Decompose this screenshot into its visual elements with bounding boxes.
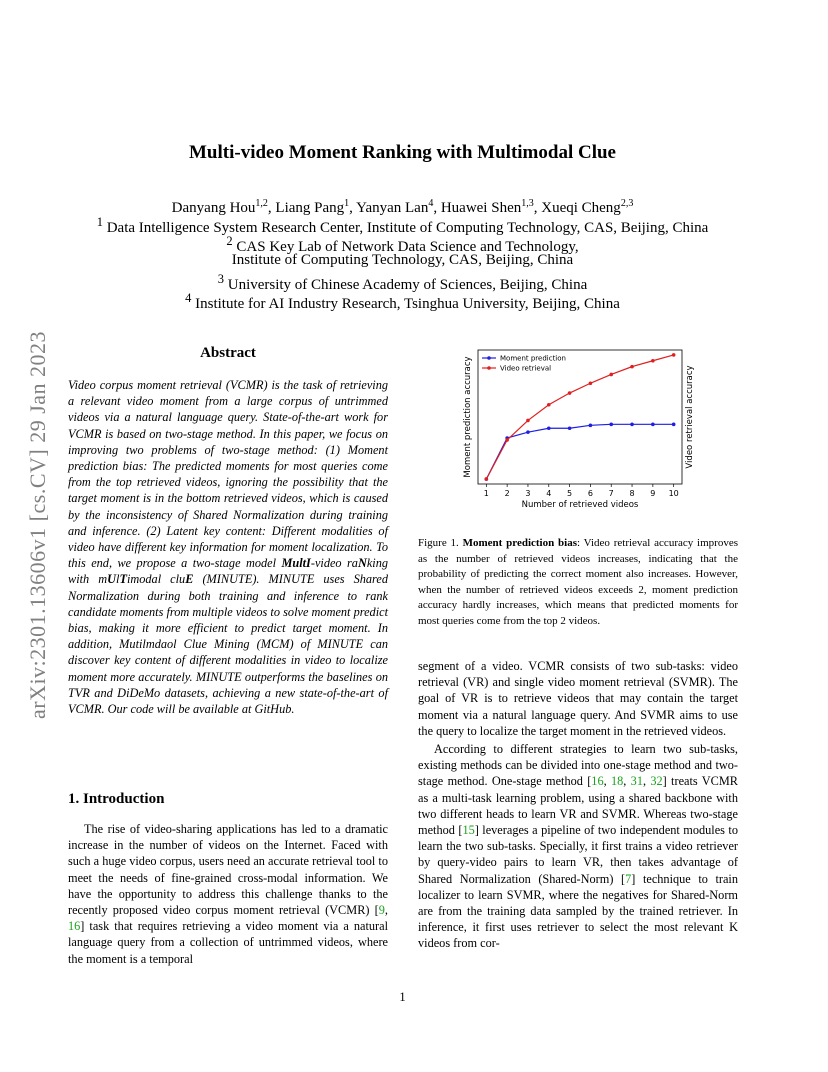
citation-link[interactable]: 7 <box>625 871 632 886</box>
citation-link[interactable]: 15 <box>462 823 475 838</box>
paragraph: According to different strategies to learn two sub-tasks, existing methods can be divided into one-stage method and two-stage method. One-stage method [16, 18, 31, 32] treats VCMR as a multi-task learning problem, using a shared backbone with two different heads to learn VR and SVMR. Whereas two-stage method [15] leverages a pipeline of two independent modules to learn the two sub-tasks. Specially, it first trains a video retriever by query-video pairs to learn VR, then takes advantage of Shared Normalization (Shared-Norm) [7] technique to train localizer to learn SVMR, where the negatives for Shared-Norm are from the training data sampled by the trained retriever. In inference, it first uses retriever to select the most relevant K videos from cor- <box>418 742 738 951</box>
author: Yanyan Lan$^4$ <box>356 198 434 216</box>
figure-1-chart <box>458 344 728 514</box>
x-tick-label: 9 <box>650 489 656 498</box>
section-heading: 1. Introduction <box>68 791 165 807</box>
data-point <box>672 423 676 427</box>
legend-marker <box>487 366 491 370</box>
line-chart <box>458 344 728 509</box>
citation-link[interactable]: 16 <box>591 774 604 789</box>
author: Huawei Shen$^{1,3}$ <box>440 198 534 216</box>
author: Danyang Hou$^{1,2}$ <box>171 198 268 216</box>
data-point <box>651 423 655 427</box>
x-tick-label: 10 <box>668 489 679 498</box>
citation-link[interactable]: 16 <box>68 919 81 934</box>
y-axis-label-right: Video retrieval accuracy <box>685 365 695 469</box>
data-point <box>526 430 530 434</box>
data-point <box>630 423 634 427</box>
data-point <box>505 438 509 442</box>
x-tick-label: 6 <box>587 489 593 498</box>
citation-link[interactable]: 9 <box>378 903 385 918</box>
citation-link[interactable]: 18 <box>610 774 624 789</box>
affiliation: $^3$ University of Chinese Academy of Sciences, Beijing, China <box>217 272 588 293</box>
y-axis-label-left: Moment prediction accuracy <box>463 356 473 478</box>
citation-link[interactable]: 31 <box>630 774 643 789</box>
abstract-heading: Abstract <box>200 345 256 361</box>
author: Xueqi Cheng$^{2,3}$ <box>541 198 634 216</box>
page-number: 1 <box>399 990 406 1004</box>
data-point <box>589 381 593 385</box>
body-text-right <box>418 658 738 952</box>
data-point <box>609 373 613 377</box>
data-point <box>547 403 551 407</box>
data-point <box>485 477 489 481</box>
author: Liang Pang$^1$ <box>275 198 350 216</box>
legend-marker <box>487 356 491 360</box>
x-tick-label: 1 <box>483 489 489 498</box>
x-axis-label: Number of retrieved videos <box>521 500 639 509</box>
data-point <box>609 423 613 427</box>
x-tick-label: 8 <box>629 489 635 498</box>
x-tick-label: 5 <box>567 489 573 498</box>
affiliation: $^2$ CAS Key Lab of Network Data Science and Technology, <box>226 234 579 255</box>
citation-link[interactable]: 32 <box>650 774 663 789</box>
x-tick-label: 4 <box>546 489 552 498</box>
affiliation: $^4$ Institute for AI Industry Research, Tsinghua University, Beijing, China <box>185 291 620 312</box>
legend-label: Moment prediction <box>500 354 566 363</box>
data-point <box>589 424 593 428</box>
legend-label: Video retrieval <box>500 364 552 373</box>
series-line <box>486 355 673 479</box>
data-point <box>547 426 551 430</box>
data-point <box>526 419 530 423</box>
x-tick-label: 2 <box>504 489 510 498</box>
paragraph: segment of a video. VCMR consists of two sub-tasks: video retrieval (VR) and single video moment retrieval (SVMR). The goal of VR is to retrieve videos that may contain the target moment via a natural language query. And SVMR aims to use the query to localize the target moment in the retrieved videos. <box>418 659 738 738</box>
data-point <box>568 426 572 430</box>
data-point <box>651 359 655 363</box>
abstract-text: Video corpus moment retrieval (VCMR) is the task of retrieving a relevant video moment from a large corpus of untrimmed videos via a natural language query. State-of-the-art work for VCMR is based on two-stage method. In this paper, we focus on improving two problems of two-stage method: (1) Moment prediction bias: The predicted moments for most queries come from the top retrieved videos, ignoring the possibility that the target moment is in the bottom retrieved videos, which is caused by the inconsistency of Shared Normalization during training and inference. (2) Latent key content: Different modalities of video have different key information for moment localization. To this end, we propose a two-stage model MultI-video raNking with mUlTimodal cluE (MINUTE). MINUTE uses Shared Normalization during both training and inference to rank candidate moments from multiple videos to solve moment predict bias, making it more efficient to predict target moment. In addition, Mutilmdaol Clue Mining (MCM) of MINUTE can discover key content of different modalities in video to localize moment more accurately. MINUTE outperforms the baselines on TVR and DiDeMo datasets, achieving a new state-of-the-art of VCMR. Our code will be available at GitHub. <box>68 378 388 717</box>
data-point <box>630 365 634 369</box>
x-tick-label: 3 <box>525 489 531 498</box>
affiliation: $^1$ Data Intelligence System Research Center, Institute of Computing Technology, CAS, Beijing, China <box>96 215 709 236</box>
figure-caption: Figure 1. Moment prediction bias: Video retrieval accuracy improves as the number of retrieved videos increases, indicating that the probability of predicting the correct moment also increases. However, when the number of retrieved videos exceeds 2, moment prediction accuracy hardly increases, which means that predicted moments for most queries come from the top 2 videos. <box>418 537 738 627</box>
author-list: Danyang Hou$^{1,2}$, Liang Pang$^1$, Yanyan Lan$^4$, Huawei Shen$^{1,3}$, Xueqi Cheng$^{2,3}$ <box>171 198 634 216</box>
affiliation: Institute of Computing Technology, CAS, Beijing, China <box>231 252 574 268</box>
x-tick-label: 7 <box>608 489 614 498</box>
paper-title: Multi-video Moment Ranking with Multimodal Clue <box>189 142 616 163</box>
arxiv-identifier: arXiv:2301.13606v1 [cs.CV] 29 Jan 2023 <box>25 330 50 720</box>
data-point <box>568 391 572 395</box>
intro-text: The rise of video-sharing applications has led to a dramatic increase in the number of videos on the Internet. Faced with such a huge video corpus, users need an accurate retrieval tool to meet the needs of fine-grained cross-modal information. We have the opportunity to address this challenge thanks to the recently proposed video corpus moment retrieval (VCMR) [9, 16] task that requires retrieving a video moment via a natural language query from a collection of untrimmed videos, where the moment is a temporal <box>68 822 388 966</box>
data-point <box>672 353 676 357</box>
